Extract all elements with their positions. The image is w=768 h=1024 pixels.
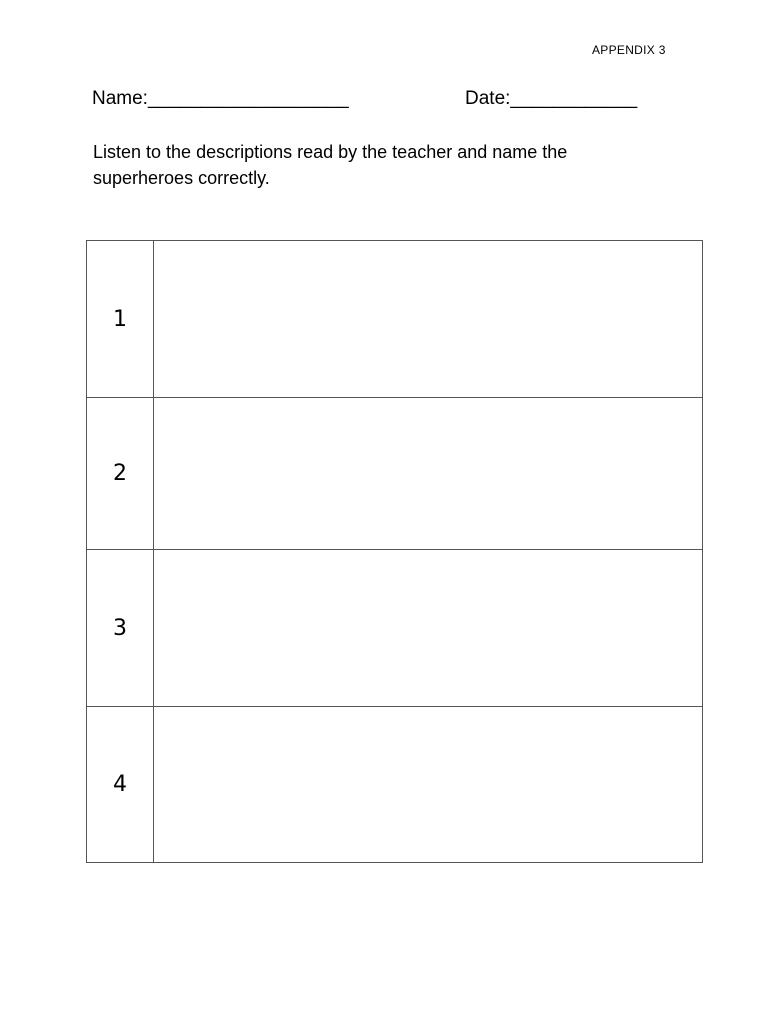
table-row (87, 398, 703, 550)
instructions-line-1: Listen to the descriptions read by the teacher and name the (93, 142, 568, 162)
appendix-label: APPENDIX 3 (592, 43, 666, 57)
table-row (87, 241, 703, 398)
answer-cell[interactable] (154, 707, 703, 863)
instructions-line-2: superheroes correctly. (93, 168, 270, 188)
row-number: 2 (87, 398, 154, 550)
name-field[interactable]: Name:___________________ (92, 88, 349, 109)
row-number: 1 (87, 241, 154, 398)
answer-cell[interactable] (154, 398, 703, 550)
row-number: 3 (87, 550, 154, 707)
answer-cell[interactable] (154, 550, 703, 707)
table-row (87, 550, 703, 707)
row-number: 4 (87, 707, 154, 863)
student-info-row (92, 88, 692, 112)
answer-table (86, 240, 703, 863)
table-row (87, 707, 703, 863)
date-field[interactable]: Date:____________ (465, 88, 638, 109)
instructions (93, 139, 673, 191)
answer-cell[interactable] (154, 241, 703, 398)
